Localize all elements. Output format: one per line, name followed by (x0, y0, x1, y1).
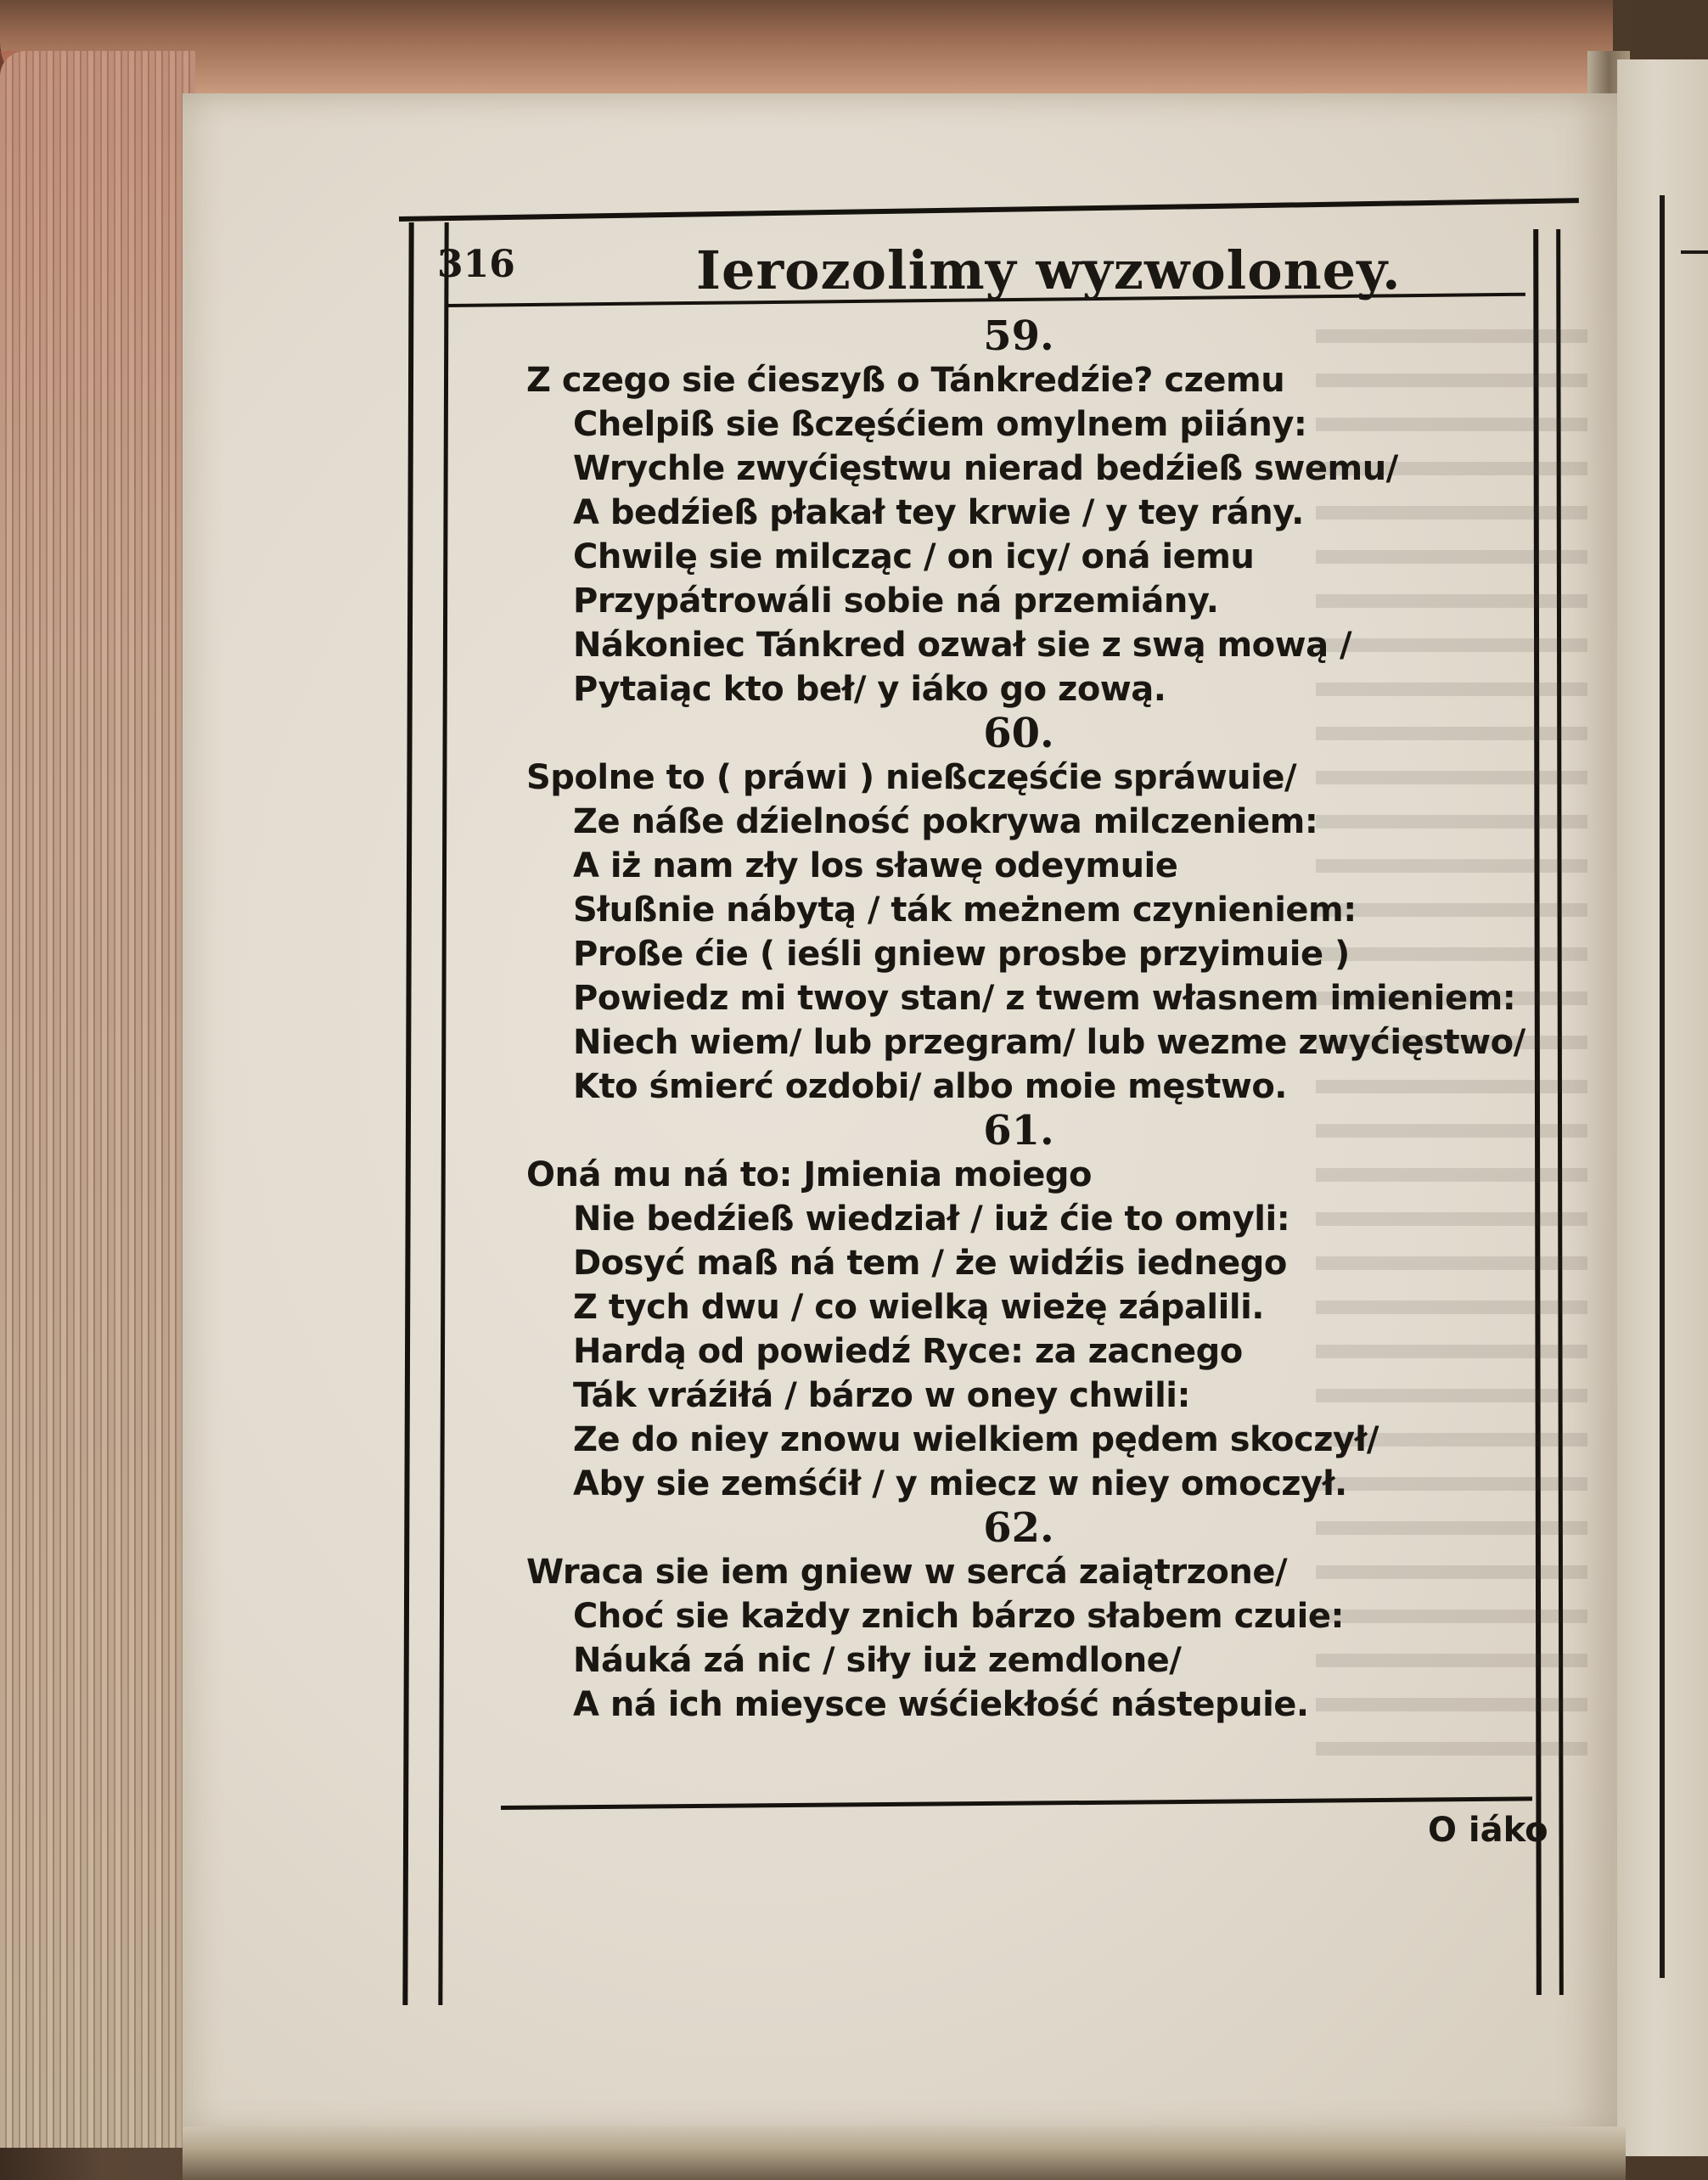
verse-line: Wrychle zwyćięstwu nierad bedźieß swemu/ (573, 449, 1398, 488)
verse-line: Niech wiem/ lub przegram/ lub wezme zwyćięstwo/ (573, 1023, 1525, 1062)
verse-line: Z tych dwu / co wielką wieżę zápalili. (573, 1288, 1264, 1327)
verse-line: Kto śmierć ozdobi/ albo moie męstwo. (573, 1067, 1288, 1106)
catchword: O iáko (1428, 1811, 1548, 1850)
running-title: Ierozolimy wyzwoloney. (696, 239, 1402, 301)
stanza-number: 62. (983, 1504, 1054, 1552)
verse-line: Ták vráźiłá / bárzo w oney chwili: (573, 1376, 1191, 1415)
verse-line: Oná mu ná to: Jmienia moiego (526, 1155, 1093, 1194)
verse-line: Ze do niey znowu wielkiem pędem skoczył/ (573, 1420, 1379, 1459)
verse-line: Náuká zá nic / siły iuż zemdlone/ (573, 1641, 1182, 1680)
verse-line: Hardą od powiedź Ryce: za zacnego (573, 1332, 1243, 1371)
verse-line: Dosyć maß ná tem / że widźis iednego (573, 1244, 1287, 1283)
verse-line: Chelpiß sie ßczęśćiem omylnem piiány: (573, 405, 1307, 444)
stanza-number: 59. (983, 312, 1054, 360)
verse-line: Nie bedźieß wiedział / iuż ćie to omyli: (573, 1200, 1290, 1239)
top-page-edge (0, 0, 1613, 93)
verse-line: A iż nam zły los sławę odeymuie (573, 846, 1178, 885)
verse-line: A ná ich mieysce wśćiekłość nástepuie. (573, 1685, 1309, 1724)
verse-line: Nákoniec Tánkred ozwał sie z swą mową / (573, 626, 1352, 665)
verse-line: Aby sie zemśćił / y miecz w niey omoczył. (573, 1464, 1347, 1503)
stanza-number: 61. (983, 1107, 1054, 1155)
verse-line: Pytaiąc kto beł/ y iáko go zową. (573, 670, 1166, 709)
bottom-page-edge (183, 2127, 1626, 2180)
text-block (526, 312, 1525, 1727)
verse-line: Przypátrowáli sobie ná przemiány. (573, 582, 1219, 621)
verse-line: Ze náße dźielność pokrywa milczeniem: (573, 802, 1318, 841)
facing-page (1617, 59, 1708, 2156)
verse-line: Choć sie każdy znich bárzo słabem czuie: (573, 1597, 1344, 1636)
left-page-edges (0, 51, 195, 2148)
verse-line: Z czego sie ćieszyß o Tánkredźie? czemu (526, 361, 1285, 400)
verse-line: Powiedz mi twoy stan/ z twem własnem imieniem: (573, 979, 1516, 1018)
facing-page-head-rule (1681, 250, 1708, 254)
stanza-number: 60. (983, 710, 1054, 757)
facing-page-rule (1660, 195, 1665, 1978)
page-number: 316 (437, 243, 515, 286)
verse-line: Proße ćie ( ieśli gniew prosbe przyimuie ) (573, 935, 1350, 974)
verse-line: Chwilę sie milcząc / on icy/ oná iemu (573, 537, 1255, 576)
verse-line: A bedźieß płakał tey krwie / y tey rány. (573, 493, 1304, 532)
verse-line: Wraca sie iem gniew w sercá zaiątrzone/ (526, 1553, 1288, 1592)
verse-line: Słußnie nábytą / ták meżnem czynieniem: (573, 891, 1357, 930)
verse-line: Spolne to ( práwi ) nießczęśćie spráwuie/ (526, 758, 1297, 797)
